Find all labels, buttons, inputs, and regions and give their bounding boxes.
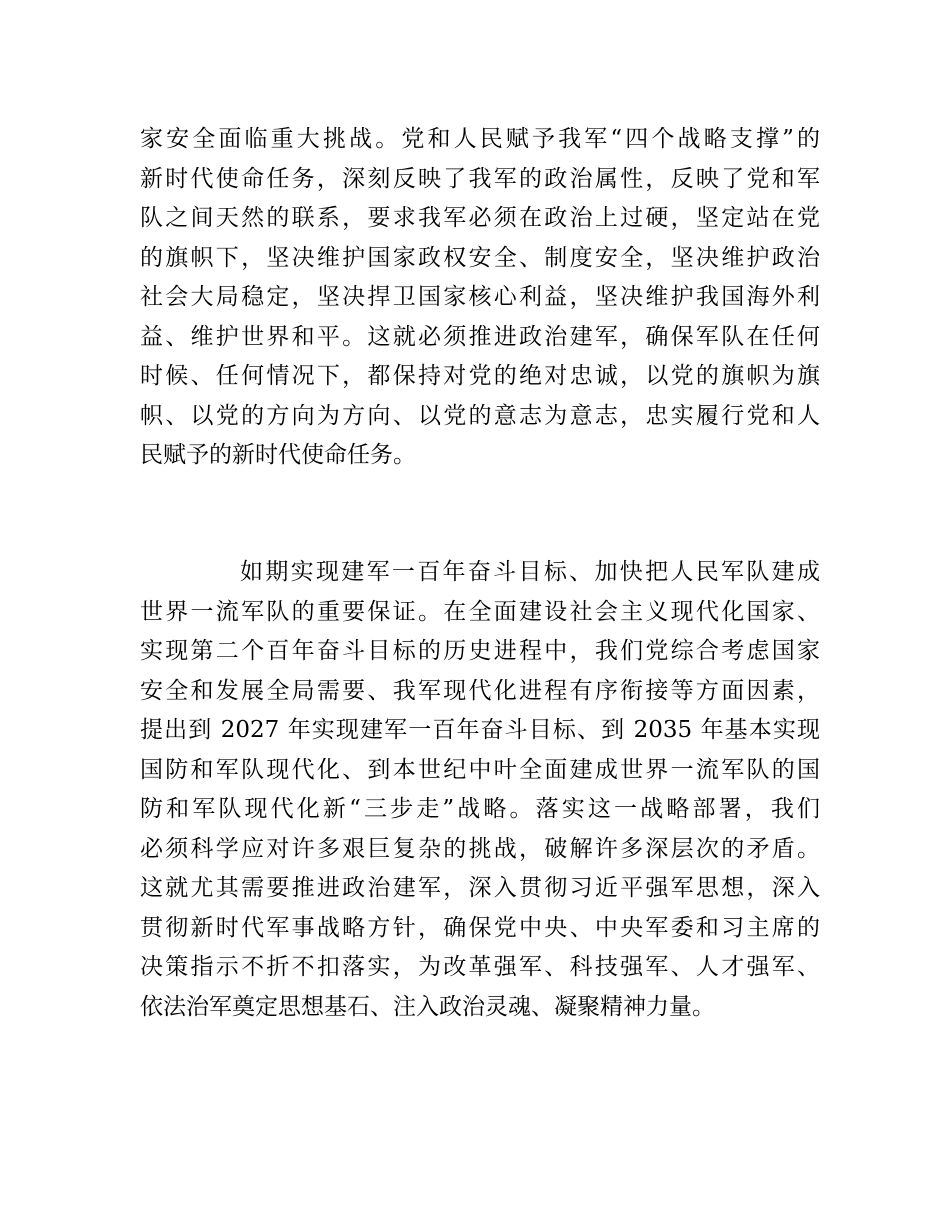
text-line: 队之间天然的联系，要求我军必须在政治上过硬，坚定站在党 xyxy=(140,205,820,231)
text-line: 实现第二个百年奋斗目标的历史进程中，我们党综合考虑国家 xyxy=(140,638,820,664)
text-line: 贯彻新时代军事战略方针，确保党中央、中央军委和习主席的 xyxy=(140,914,820,941)
text-line: 必须科学应对许多艰巨复杂的挑战，破解许多深层次的矛盾。 xyxy=(140,835,820,862)
paragraph-2 xyxy=(140,553,820,1027)
text-line: 益、维护世界和平。这就必须推进政治建军，确保军队在任何 xyxy=(140,323,820,350)
text-line: 民赋予的新时代使命任务。 xyxy=(140,442,416,468)
text-line: 防和军队现代化新“三步走”战略。落实这一战略部署，我们 xyxy=(140,796,820,822)
text-line: 提出到 2027 年实现建军一百年奋斗目标、到 2035 年基本实现 xyxy=(140,717,820,743)
text-line: 时候、任何情况下，都保持对党的绝对忠诚，以党的旗帜为旗 xyxy=(140,363,820,389)
text-line: 国防和军队现代化、到本世纪中叶全面建成世界一流军队的国 xyxy=(140,756,820,783)
text-line: 的旗帜下，坚决维护国家政权安全、制度安全，坚决维护政治 xyxy=(140,244,820,271)
text-line: 世界一流军队的重要保证。在全面建设社会主义现代化国家、 xyxy=(140,598,820,625)
text-line: 帜、以党的方向为方向、以党的意志为意志，忠实履行党和人 xyxy=(140,402,820,429)
text-line: 新时代使命任务，深刻反映了我军的政治属性，反映了党和军 xyxy=(140,165,820,192)
text-line: 家安全面临重大挑战。党和人民赋予我军“四个战略支撑”的 xyxy=(140,126,820,152)
paragraph-1 xyxy=(140,120,820,476)
text-line: 安全和发展全局需要、我军现代化进程有序衔接等方面因素， xyxy=(140,677,820,704)
text-line: 社会大局稳定，坚决捍卫国家核心利益，坚决维护我国海外利 xyxy=(140,284,820,310)
text-line: 决策指示不折不扣落实，为改革强军、科技强军、人才强军、 xyxy=(140,954,820,980)
text-line: 这就尤其需要推进政治建军，深入贯彻习近平强军思想，深入 xyxy=(140,875,820,901)
text-line: 依法治军奠定思想基石、注入政治灵魂、凝聚精神力量。 xyxy=(140,993,715,1020)
text-line: 如期实现建军一百年奋斗目标、加快把人民军队建成 xyxy=(240,559,820,585)
